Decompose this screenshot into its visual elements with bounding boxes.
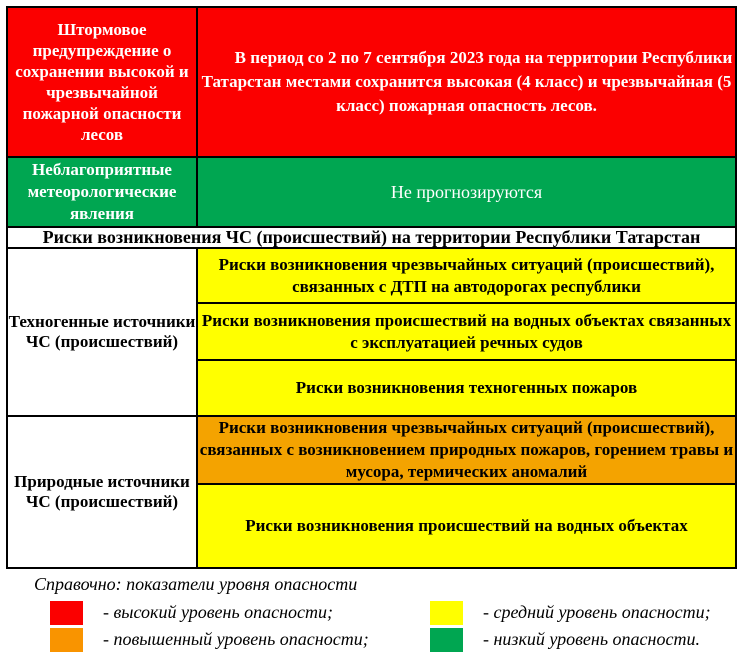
legend-item-high bbox=[50, 599, 418, 626]
legend-item-elevated bbox=[50, 626, 418, 653]
forecast-table bbox=[6, 6, 737, 569]
risk-cell-water-vessels: Риски возникновения происшествий на водных объектах связанных с эксплуатацией речных судов bbox=[197, 303, 736, 360]
legend-item-medium bbox=[430, 599, 711, 626]
risk-cell-water-objects: Риски возникновения происшествий на водных объектах bbox=[197, 484, 736, 568]
natural-risk-row-1 bbox=[7, 416, 736, 484]
storm-warning-text bbox=[197, 7, 736, 157]
weather-label: Неблагоприятные метеорологические явления bbox=[7, 157, 197, 227]
risk-cell-road-accidents: Риски возникновения чрезвычайных ситуаций (происшествий), связанных с ДТП на автодорогах республики bbox=[197, 248, 736, 303]
weather-row bbox=[7, 157, 736, 227]
legend-label-elevated: - повышенный уровень опасности; bbox=[103, 629, 369, 649]
low-danger-swatch-icon bbox=[430, 628, 463, 652]
high-danger-swatch-icon bbox=[50, 601, 83, 625]
legend-item-low bbox=[430, 626, 711, 653]
legend-column-left bbox=[34, 599, 418, 653]
legend-title: Справочно: показатели уровня опасности bbox=[34, 574, 358, 594]
storm-warning-row bbox=[7, 7, 736, 157]
legend bbox=[34, 573, 740, 653]
medium-danger-swatch-icon bbox=[430, 601, 463, 625]
technogenic-risk-row-1 bbox=[7, 248, 736, 303]
risks-header-row bbox=[7, 227, 736, 248]
technogenic-source-label: Техногенные источники ЧС (происшествий) bbox=[7, 248, 197, 416]
storm-warning-paragraph: В период со 2 по 7 сентября 2023 года на территории Республики Татарстан местами сохранится высокая (4 класс) и чрезвычайная (5 класс) пожарная опасность лесов. bbox=[201, 48, 733, 115]
storm-warning-label: Штормовое предупреждение о сохранении высокой и чрезвычайной пожарной опасности лесов bbox=[7, 7, 197, 157]
risks-header: Риски возникновения ЧС (происшествий) на территории Республики Татарстан bbox=[7, 227, 736, 248]
elevated-danger-swatch-icon bbox=[50, 628, 83, 652]
risk-cell-technogenic-fires: Риски возникновения техногенных пожаров bbox=[197, 360, 736, 416]
legend-label-low: - низкий уровень опасности. bbox=[483, 629, 700, 649]
legend-label-medium: - средний уровень опасности; bbox=[483, 602, 711, 622]
risk-cell-natural-fires: Риски возникновения чрезвычайных ситуаций (происшествий), связанных с возникновением природных пожаров, горением травы и мусора, термических аномалий bbox=[197, 416, 736, 484]
legend-items bbox=[34, 599, 740, 653]
natural-source-label: Природные источники ЧС (происшествий) bbox=[7, 416, 197, 568]
legend-label-high: - высокий уровень опасности; bbox=[103, 602, 334, 622]
legend-column-right bbox=[418, 599, 711, 653]
weather-value: Не прогнозируются bbox=[197, 157, 736, 227]
